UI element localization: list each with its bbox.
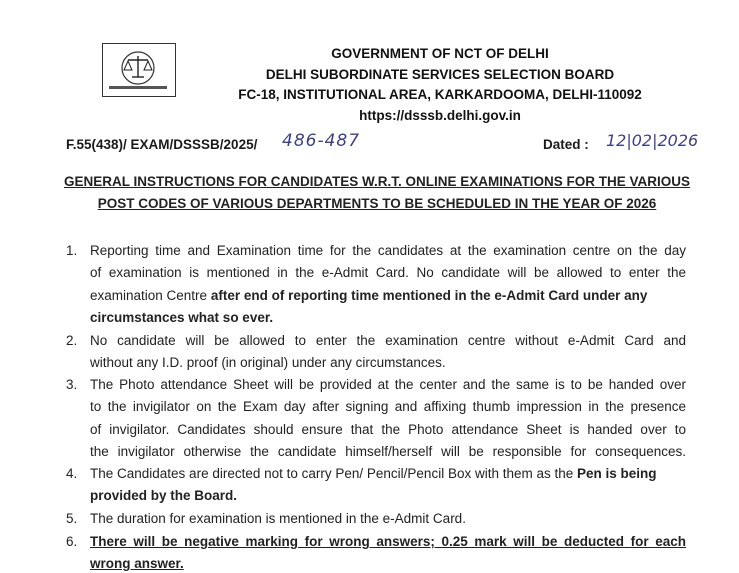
board-name: DELHI SUBORDINATE SERVICES SELECTION BOARD [265,66,615,82]
instruction-4-line-1 [90,465,686,483]
instruction-2-line-2: without any I.D. proof (in original) under any circumstances. [90,355,446,370]
instruction-4-line-1-plain: The Candidates are directed not to carry Pen/ Pencil/Pencil Box with them as the [90,466,578,481]
instruction-3-line-1: The Photo attendance Sheet will be provided at the center and the same is to be handed over [90,377,686,392]
instruction-1-line-1: Reporting time and Examination time for the candidates at the examination centre on the day [90,243,686,258]
instruction-6-line-2: wrong answer. [90,556,184,571]
document-title-line-2: POST CODES OF VARIOUS DEPARTMENTS TO BE SCHEDULED IN THE YEAR OF 2026 [97,196,657,211]
instruction-3-line-2: to the invigilator on the Exam day after signing and affixing thumb impression in the presence [90,399,686,414]
dated-label: Dated : [543,137,589,152]
instruction-5-line-1: The duration for examination is mentioned in the e-Admit Card. [90,511,466,526]
instruction-1-line-2: of examination is mentioned in the e-Admit Card. No candidate will be allowed to enter the [90,265,686,280]
instruction-1-number: 1. [66,243,78,258]
org-name: GOVERNMENT OF NCT OF DELHI [331,46,549,61]
instruction-1-line-3-bold: after end of reporting time mentioned in the e-Admit Card under any [210,288,648,303]
instruction-4-line-1-bold: Pen is being [577,466,657,481]
instruction-2-number: 2. [66,333,78,348]
handwritten-date: 12|02|2026 [606,131,699,150]
org-website: https://dsssb.delhi.gov.in [359,107,521,123]
instruction-6-number: 6. [66,534,78,549]
instruction-3-number: 3. [66,377,78,392]
instruction-4-line-2: provided by the Board. [90,488,238,503]
reference-number: F.55(438)/ EXAM/DSSSB/2025/ [66,137,258,152]
instruction-3-line-3: of invigilator. Candidates should ensure that the Photo attendance Sheet is handed over to [90,422,686,437]
instruction-5-number: 5. [66,511,78,526]
instruction-4-number: 4. [66,466,78,481]
instruction-1-line-3-plain: examination Centre [90,288,211,303]
document-title-line-1: GENERAL INSTRUCTIONS FOR CANDIDATES W.R.T. ONLINE EXAMINATIONS FOR THE VARIOUS [63,174,691,189]
instruction-2-line-1: No candidate will be allowed to enter the examination centre without e-Admit Card and [90,333,686,348]
org-address: FC-18, INSTITUTIONAL AREA, KARKARDOOMA, DELHI-110092 [238,87,642,102]
instruction-1-line-3 [90,287,686,305]
instruction-3-line-4: the invigilator otherwise the candidate himself/herself will be responsible for consequences. [90,444,686,459]
instruction-1-line-4: circumstances what so ever. [90,310,274,325]
dsssb-logo [102,43,176,97]
instruction-6-line-1: There will be negative marking for wrong answers; 0.25 mark will be deducted for each [90,534,686,549]
handwritten-reference-number: 486-487 [282,131,361,151]
organisation-header [200,44,680,126]
